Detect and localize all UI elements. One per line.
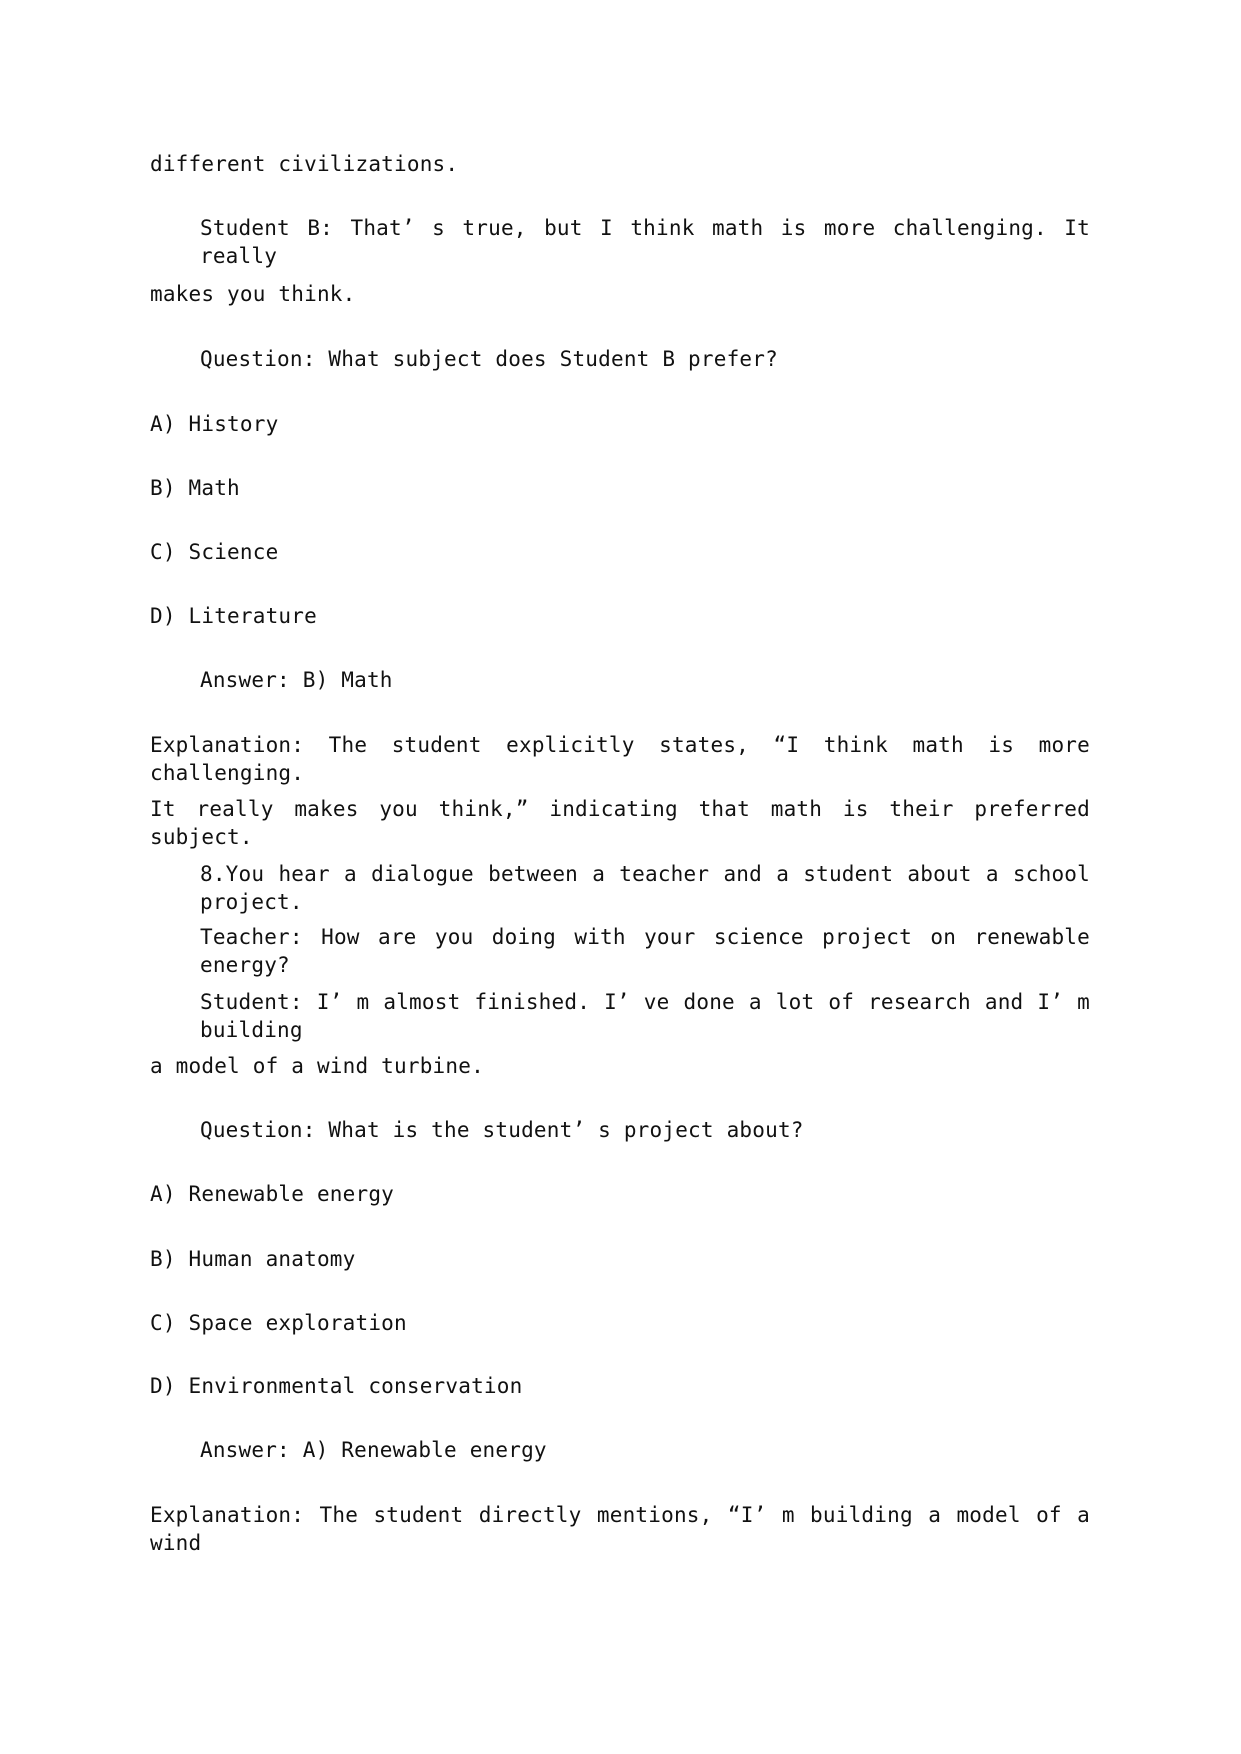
question-intro-line: 8.You hear a dialogue between a teacher and a student about a school project.: [200, 862, 1090, 914]
option-d: D) Literature: [150, 604, 317, 628]
option-b: B) Math: [150, 476, 240, 500]
dialogue-line: a model of a wind turbine.: [150, 1054, 484, 1078]
text-line: makes you think.: [150, 282, 356, 306]
question-line: Question: What subject does Student B prefer?: [200, 347, 778, 371]
explanation-line: Explanation: The student explicitly states, “I think math is more challenging.: [150, 733, 1090, 785]
option-c: C) Science: [150, 540, 279, 564]
option-b: B) Human anatomy: [150, 1247, 356, 1271]
answer-line: Answer: A) Renewable energy: [200, 1438, 547, 1462]
option-d: D) Environmental conservation: [150, 1374, 523, 1398]
option-a: A) History: [150, 412, 279, 436]
text-line: Student B: That’ s true, but I think math is more challenging. It really: [200, 216, 1090, 268]
text-line: different civilizations.: [150, 152, 459, 176]
option-a: A) Renewable energy: [150, 1182, 395, 1206]
option-c: C) Space exploration: [150, 1311, 407, 1335]
answer-line: Answer: B) Math: [200, 668, 393, 692]
dialogue-line: Student: I’ m almost finished. I’ ve done a lot of research and I’ m building: [200, 990, 1090, 1042]
explanation-line: Explanation: The student directly mentions, “I’ m building a model of a wind: [150, 1503, 1090, 1555]
explanation-line: It really makes you think,” indicating that math is their preferred subject.: [150, 797, 1090, 849]
question-line: Question: What is the student’ s project about?: [200, 1118, 804, 1142]
dialogue-line: Teacher: How are you doing with your science project on renewable energy?: [200, 925, 1090, 977]
